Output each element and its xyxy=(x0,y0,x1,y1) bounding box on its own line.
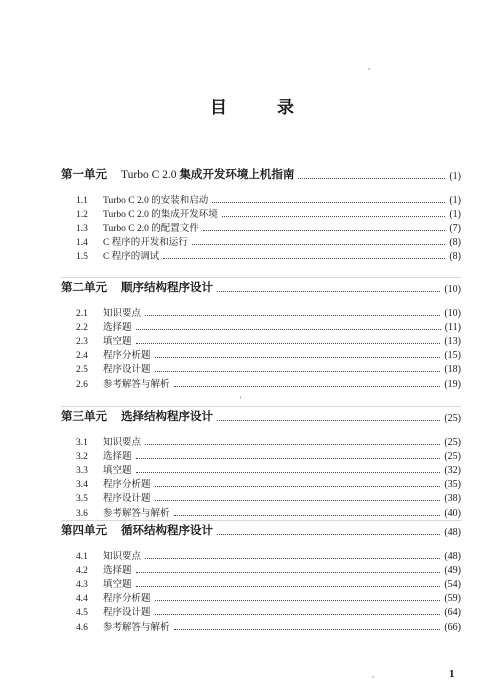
dot-leader xyxy=(155,485,441,487)
section-title: 程序设计题 xyxy=(103,608,151,619)
section-title: 程序设计题 xyxy=(103,494,151,505)
section-title: 知识要点 xyxy=(103,438,142,448)
section-page: (8) xyxy=(449,237,461,249)
section-number: 3.6 xyxy=(76,508,88,519)
unit-page: (48) xyxy=(444,527,461,538)
section-page: (64) xyxy=(444,607,461,619)
section-title: Turbo C 2.0 的配置文件 xyxy=(103,224,199,235)
section-page: (49) xyxy=(444,565,461,577)
section-title: 选择题 xyxy=(103,452,132,463)
section-title: 参考解答与解析 xyxy=(103,379,170,390)
section-number: 3.5 xyxy=(76,494,88,505)
toc-section-entry[interactable] xyxy=(76,347,461,361)
dot-leader xyxy=(174,628,441,630)
unit-label: 第一单元 xyxy=(61,167,107,181)
unit-separator xyxy=(61,406,461,407)
section-title: 程序设计题 xyxy=(103,365,151,376)
page-number: 1 xyxy=(449,668,455,680)
section-title: 选择题 xyxy=(103,323,132,334)
dot-leader xyxy=(217,290,440,292)
section-title: 程序分析题 xyxy=(103,594,151,605)
dot-leader xyxy=(155,599,441,601)
section-title: 填空题 xyxy=(103,466,132,477)
dot-leader xyxy=(155,370,441,372)
section-page: (25) xyxy=(444,437,461,448)
dot-leader xyxy=(212,201,445,203)
section-number: 4.1 xyxy=(76,552,88,562)
unit-separator xyxy=(61,277,461,278)
section-page: (25) xyxy=(444,451,461,463)
dot-leader xyxy=(222,215,446,217)
unit-label: 第二单元 xyxy=(61,280,107,294)
section-title: 程序分析题 xyxy=(103,480,151,491)
unit-title-text: 选择结构程序设计 xyxy=(121,409,213,423)
dot-leader xyxy=(217,533,440,535)
toc-section-entry[interactable] xyxy=(76,448,461,462)
toc-unit-heading[interactable] xyxy=(61,166,461,182)
scan-speck xyxy=(368,68,370,70)
toc-section-entry[interactable] xyxy=(76,576,461,590)
section-title: 参考解答与解析 xyxy=(103,622,170,633)
section-page: (7) xyxy=(449,223,461,235)
section-page: (19) xyxy=(444,378,461,390)
section-page: (1) xyxy=(449,209,461,221)
dot-leader xyxy=(136,585,441,587)
section-page: (66) xyxy=(444,621,461,633)
section-number: 1.4 xyxy=(76,238,88,249)
section-page: (11) xyxy=(444,322,461,334)
section-number: 2.4 xyxy=(76,351,88,362)
unit-title xyxy=(121,166,294,182)
dot-leader xyxy=(136,471,441,473)
toc-section-entry[interactable] xyxy=(76,234,461,248)
dot-leader xyxy=(155,613,441,615)
toc-section-entry[interactable] xyxy=(76,604,461,618)
section-number: 2.1 xyxy=(76,309,88,319)
unit-title-text: 集成开发环境上机指南 xyxy=(179,167,295,181)
toc-section-entry[interactable] xyxy=(76,333,461,347)
dot-leader xyxy=(174,514,441,516)
toc-section-entry[interactable] xyxy=(76,505,461,519)
page-title: 目 录 xyxy=(210,98,316,118)
section-title: Turbo C 2.0 的安装和启动 xyxy=(103,196,209,206)
toc-section-entry[interactable] xyxy=(76,476,461,490)
unit-title xyxy=(121,522,213,538)
section-title: 知识要点 xyxy=(103,552,142,562)
section-page: (40) xyxy=(444,507,461,519)
unit-title-text: 顺序结构程序设计 xyxy=(121,280,213,294)
section-number: 3.1 xyxy=(76,438,88,448)
scan-speck xyxy=(240,396,241,399)
section-page: (1) xyxy=(449,195,461,206)
section-page: (38) xyxy=(444,493,461,505)
section-page: (15) xyxy=(444,350,461,362)
toc-section-entry[interactable] xyxy=(76,248,461,262)
section-number: 2.5 xyxy=(76,365,88,376)
section-page: (8) xyxy=(449,251,461,263)
toc-section-entry[interactable] xyxy=(76,220,461,234)
unit-label: 第四单元 xyxy=(61,523,107,537)
section-title: C 程序的调试 xyxy=(103,252,160,263)
toc-section-entry[interactable] xyxy=(76,206,461,220)
dot-leader xyxy=(163,257,445,259)
unit-page: (1) xyxy=(449,171,461,182)
section-number: 3.4 xyxy=(76,480,88,491)
toc-section-entry[interactable] xyxy=(76,619,461,633)
section-number: 1.5 xyxy=(76,252,88,263)
toc-section-entry[interactable] xyxy=(76,376,461,390)
toc-section-entry[interactable] xyxy=(76,490,461,504)
section-page: (54) xyxy=(444,579,461,591)
toc-section-entry[interactable] xyxy=(76,305,461,319)
dot-leader xyxy=(155,499,441,501)
dot-leader xyxy=(145,443,440,445)
toc-section-entry[interactable] xyxy=(76,548,461,562)
section-number: 2.2 xyxy=(76,323,88,334)
section-number: 1.3 xyxy=(76,224,88,235)
section-number: 4.5 xyxy=(76,608,88,619)
section-title: 填空题 xyxy=(103,337,132,348)
section-page: (59) xyxy=(444,593,461,605)
toc-section-entry[interactable] xyxy=(76,319,461,333)
toc-section-entry[interactable] xyxy=(76,562,461,576)
toc-unit-heading[interactable] xyxy=(61,279,461,295)
unit-title xyxy=(121,279,213,295)
section-page: (48) xyxy=(444,551,461,562)
section-title: Turbo C 2.0 的集成开发环境 xyxy=(103,210,218,221)
dot-leader xyxy=(155,356,441,358)
unit-label: 第三单元 xyxy=(61,409,107,423)
section-number: 1.2 xyxy=(76,210,88,221)
scan-speck xyxy=(372,676,374,678)
section-number: 4.2 xyxy=(76,566,88,577)
section-page: (18) xyxy=(444,364,461,376)
dot-leader xyxy=(174,385,441,387)
unit-separator xyxy=(61,520,461,521)
toc-unit-heading[interactable] xyxy=(61,522,461,538)
section-number: 4.4 xyxy=(76,594,88,605)
toc-section-entry[interactable] xyxy=(76,590,461,604)
dot-leader xyxy=(136,328,441,330)
dot-leader xyxy=(298,177,445,179)
dot-leader xyxy=(192,243,446,245)
unit-title xyxy=(121,408,213,424)
toc-section-entry[interactable] xyxy=(76,462,461,476)
section-title: 选择题 xyxy=(103,566,132,577)
dot-leader xyxy=(145,314,440,316)
dot-leader xyxy=(136,342,441,344)
unit-title-latin: Turbo C 2.0 xyxy=(121,169,180,181)
toc-section-entry[interactable] xyxy=(76,361,461,375)
dot-leader xyxy=(136,571,441,573)
dot-leader xyxy=(145,557,440,559)
unit-page: (10) xyxy=(444,284,461,295)
dot-leader xyxy=(217,419,440,421)
section-title: 填空题 xyxy=(103,580,132,591)
section-number: 3.2 xyxy=(76,452,88,463)
toc-section-entry[interactable] xyxy=(76,192,461,206)
section-page: (35) xyxy=(444,479,461,491)
section-number: 1.1 xyxy=(76,196,88,206)
section-title: C 程序的开发和运行 xyxy=(103,238,188,249)
dot-leader xyxy=(136,457,441,459)
toc-unit-heading[interactable] xyxy=(61,408,461,424)
unit-title-text: 循环结构程序设计 xyxy=(121,523,213,537)
dot-leader xyxy=(203,229,446,231)
section-number: 4.3 xyxy=(76,580,88,591)
section-title: 知识要点 xyxy=(103,309,142,319)
section-page: (13) xyxy=(444,336,461,348)
section-number: 3.3 xyxy=(76,466,88,477)
section-title: 参考解答与解析 xyxy=(103,508,170,519)
section-number: 2.3 xyxy=(76,337,88,348)
toc-section-entry[interactable] xyxy=(76,434,461,448)
section-number: 4.6 xyxy=(76,622,88,633)
section-title: 程序分析题 xyxy=(103,351,151,362)
unit-page: (25) xyxy=(444,413,461,424)
section-page: (32) xyxy=(444,465,461,477)
section-number: 2.6 xyxy=(76,379,88,390)
section-page: (10) xyxy=(444,308,461,319)
